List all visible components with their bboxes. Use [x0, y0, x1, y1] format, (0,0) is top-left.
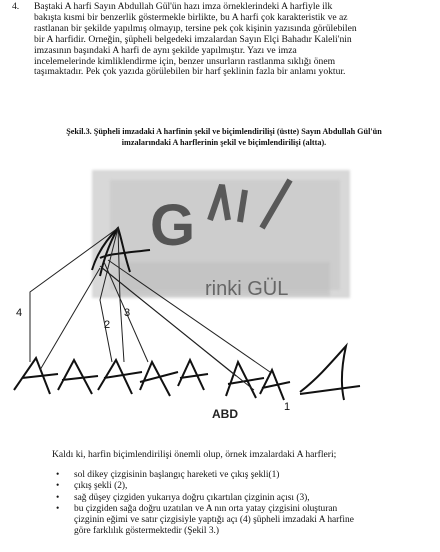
callout-label-3: 3	[124, 307, 131, 319]
bullet-mark: •	[56, 481, 60, 492]
suspect-signature-scan	[92, 170, 350, 300]
callout-label-4: 4	[16, 307, 23, 319]
difference-list	[56, 470, 428, 538]
paragraph-line: bakışta kısmi bir benzerlik göstermekle birlikte, bu A harfi çok karakteristik ve az	[34, 12, 348, 23]
list-item	[56, 504, 428, 538]
conclusion-intro: Kaldı ki, harfin biçimlendirilişi önemli olup, örnek imzalardaki A harfleri;	[52, 449, 337, 460]
bullet-mark: •	[56, 503, 60, 514]
signature-tail-text: rinki GÜL	[205, 278, 289, 300]
reference-a-letters	[14, 346, 360, 400]
paragraph-line: bir A harfidir. Örneğin, şüpheli belgedeki imzalardan Sayın Elçi Bahadır Kaleli'nin	[34, 34, 352, 45]
abd-text: ABD	[212, 407, 238, 421]
callout-label-2: 2	[104, 319, 111, 331]
list-item-text: sol dikey çizgisinin başlangıç hareketi ve çıkış şekli(1)	[74, 470, 280, 480]
caption-line: Şekil.3. Şüpheli imzadaki A harfinin şekil ve biçimlendirilişi (üstte) Sayın Abdullah Gül'ün	[66, 127, 382, 136]
callout-label-1: 1	[284, 401, 291, 413]
paragraph-number: 4.	[12, 1, 20, 12]
bullet-mark: •	[56, 470, 60, 480]
paragraph-4	[12, 1, 429, 78]
paragraph-line: incelemelerinde kimliklendirme için, benzer unsurların rastlanma sıklığı önem	[34, 56, 336, 67]
bullet-mark: •	[56, 492, 60, 503]
paragraph-line: rastlanan bir şekilde yapılmış olmayıp, tersine pek çok kişinin yazısında görülebilen	[34, 23, 357, 34]
list-item-text: sağ düşey çizgiden yukarıya doğru çıkartılan çizginin açısı (3),	[74, 492, 310, 503]
list-item-text: çizginin eğimi ve satır çizgisiyle yaptığı açı (4) şüpheli imzadaki A harfine	[74, 515, 354, 526]
paragraph-line: imzasının başındaki A harfi de aynı şekilde yapılmıştır. Yazı ve imza	[34, 45, 297, 56]
signature-letters: G	[150, 193, 196, 258]
list-item-text: göre farklılık göstermektedir (Şekil 3.)	[74, 526, 220, 537]
caption-line: imzalarındaki A harflerinin şekil ve biçimlendirilişi (altta).	[121, 138, 327, 147]
list-item	[56, 481, 428, 492]
list-item	[56, 470, 428, 481]
list-item-text: bu çizgiden sağa doğru uzatılan ve A nın orta yatay çizgisini oluşturan	[74, 503, 338, 514]
paragraph-line: taşımaktadır. Pek çok yazıda görülebilen bir harf şeklinin fazla bir anlamı yoktur.	[34, 67, 346, 78]
paragraph-line: Baştaki A harfi Sayın Abdullah Gül'ün hazı imza örneklerindeki A harfiyle ilk	[34, 2, 333, 12]
figure-caption	[28, 126, 420, 148]
signature-comparison-figure	[0, 150, 440, 425]
list-item	[56, 493, 428, 504]
list-item-text: çıkış şekli (2),	[74, 481, 128, 492]
